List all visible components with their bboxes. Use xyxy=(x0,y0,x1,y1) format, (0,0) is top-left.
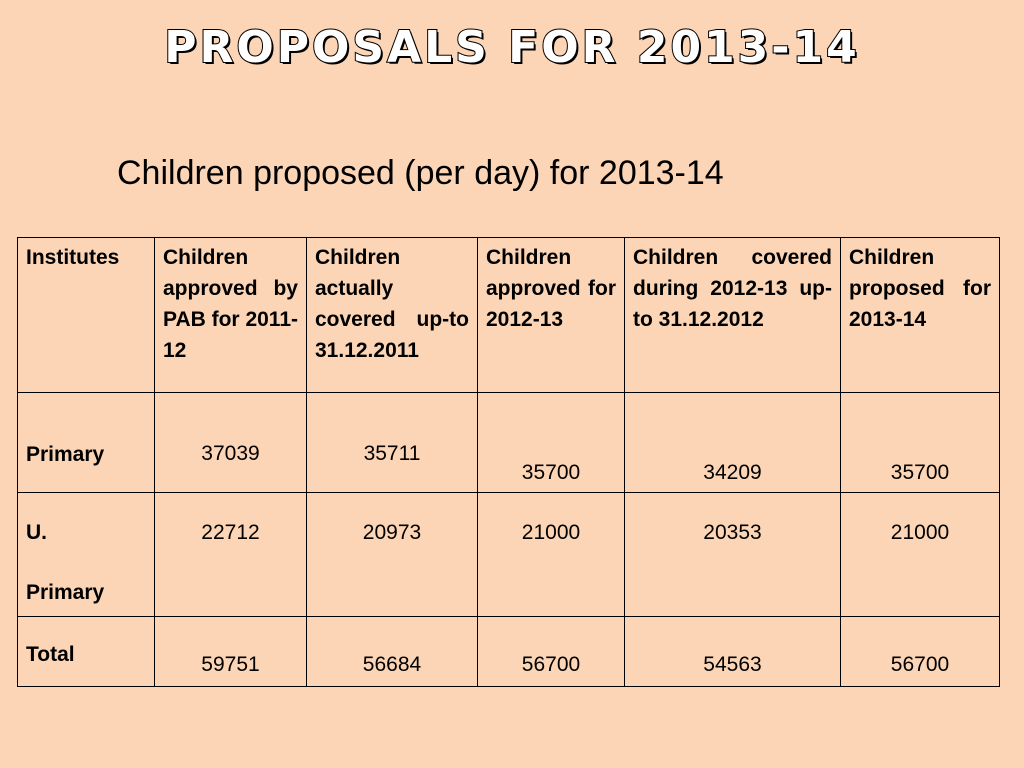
table-cell: 35711 xyxy=(307,393,478,493)
row-label xyxy=(18,493,155,617)
slide-title: PROPOSALS FOR 2013-14 xyxy=(164,22,860,73)
table-cell: 37039 xyxy=(155,393,307,493)
table-cell: 20353 xyxy=(625,493,841,617)
header-covered-2012-13: Children covered during 2012-13 up-to 31.12.2012 xyxy=(625,238,841,393)
table-cell: 56684 xyxy=(307,617,478,687)
proposals-table xyxy=(17,237,1000,687)
row-label: Primary xyxy=(18,393,155,493)
header-institutes: Institutes xyxy=(18,238,155,393)
table-cell: 56700 xyxy=(841,617,1000,687)
table-cell: 56700 xyxy=(478,617,625,687)
table-cell: 20973 xyxy=(307,493,478,617)
table-row-upper-primary xyxy=(18,493,1000,617)
header-proposed-2013-14: Children proposed for 2013-14 xyxy=(841,238,1000,393)
row-label: Total xyxy=(18,617,155,687)
header-approved-2012-13: Children approved for 2012-13 xyxy=(478,238,625,393)
table-cell: 22712 xyxy=(155,493,307,617)
table-row-total xyxy=(18,617,1000,687)
table-cell: 34209 xyxy=(625,393,841,493)
header-covered-2011: Children actually covered up-to 31.12.2011 xyxy=(307,238,478,393)
table-cell: 21000 xyxy=(478,493,625,617)
row-label-line2: Primary xyxy=(26,581,105,604)
table-cell: 35700 xyxy=(841,393,1000,493)
table-header-row xyxy=(18,238,1000,393)
row-label-line1: U. xyxy=(26,521,47,544)
table-cell: 54563 xyxy=(625,617,841,687)
slide-subtitle: Children proposed (per day) for 2013-14 xyxy=(117,154,724,192)
table-cell: 59751 xyxy=(155,617,307,687)
table-row-primary xyxy=(18,393,1000,493)
table-cell: 21000 xyxy=(841,493,1000,617)
table-cell: 35700 xyxy=(478,393,625,493)
header-approved-2011-12: Children approved by PAB for 2011-12 xyxy=(155,238,307,393)
